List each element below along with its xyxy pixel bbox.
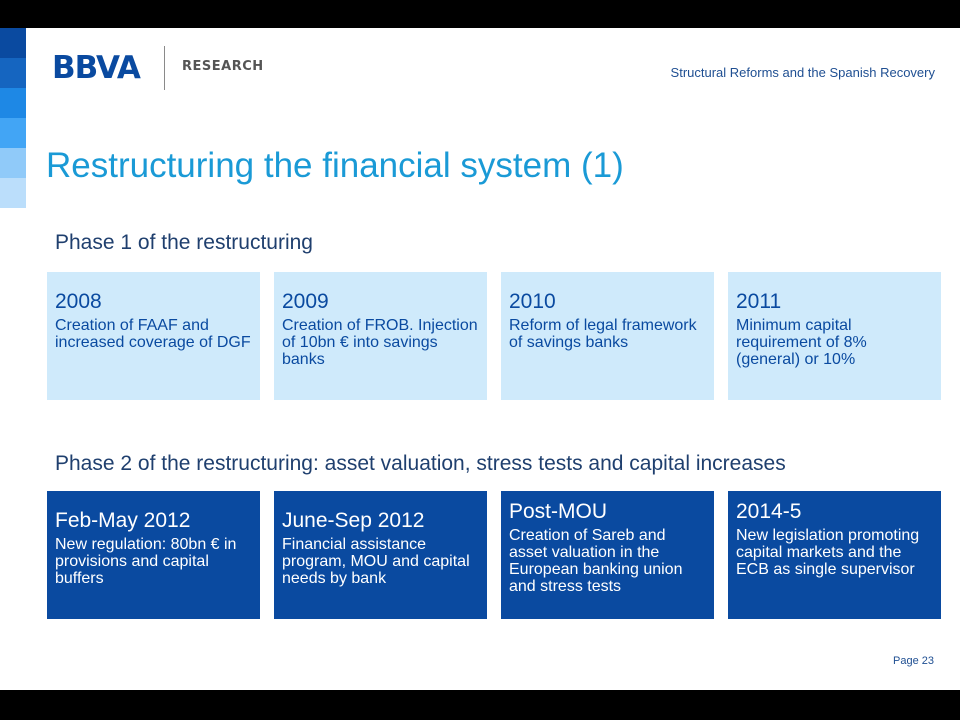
logo-divider: [164, 46, 165, 90]
phase1-box-2009: [274, 272, 487, 400]
box-text: Creation of Sareb and asset valuation in the European banking union and stress tests: [509, 527, 683, 595]
phase2-box-2014-5: [728, 491, 941, 619]
bbva-logo: BBVA: [52, 50, 140, 86]
phase2-box-post-mou: [501, 491, 714, 619]
box-year: 2011: [736, 290, 782, 313]
phase2-heading: Phase 2 of the restructuring: asset valuation, stress tests and capital increases: [55, 452, 786, 475]
phase2-box-june-sep-2012: [274, 491, 487, 619]
page-number: Page 23: [893, 655, 934, 667]
slide: [0, 28, 960, 690]
phase1-box-2010: [501, 272, 714, 400]
strip-block: [0, 118, 26, 148]
box-text: Reform of legal framework of savings banks: [509, 317, 697, 351]
box-text: Financial assistance program, MOU and capital needs by bank: [282, 536, 470, 587]
phase1-box-2011: [728, 272, 941, 400]
box-text: Minimum capital requirement of 8% (general) or 10%: [736, 317, 867, 368]
box-year: 2008: [55, 290, 102, 313]
phase1-heading: Phase 1 of the restructuring: [55, 231, 313, 254]
box-text: Creation of FAAF and increased coverage of DGF: [55, 317, 251, 351]
strip-block: [0, 58, 26, 88]
box-year: Feb-May 2012: [55, 509, 191, 532]
box-text: New regulation: 80bn € in provisions and capital buffers: [55, 536, 237, 587]
header-subtitle: Structural Reforms and the Spanish Recovery: [670, 65, 935, 80]
strip-block: [0, 28, 26, 58]
strip-block: [0, 178, 26, 208]
slide-title: Restructuring the financial system (1): [46, 146, 624, 185]
box-text: Creation of FROB. Injection of 10bn € into savings banks: [282, 317, 478, 368]
strip-block: [0, 88, 26, 118]
strip-block: [0, 148, 26, 178]
phase1-box-2008: [47, 272, 260, 400]
box-year: Post-MOU: [509, 500, 608, 523]
logo-research-label: RESEARCH: [182, 59, 264, 74]
box-text: New legislation promoting capital markets and the ECB as single supervisor: [736, 527, 920, 578]
box-year: 2010: [509, 290, 556, 313]
box-year: 2009: [282, 290, 329, 313]
box-year: 2014-5: [736, 500, 802, 523]
phase2-box-feb-may-2012: [47, 491, 260, 619]
box-year: June-Sep 2012: [282, 509, 425, 532]
color-strip: [0, 28, 26, 208]
